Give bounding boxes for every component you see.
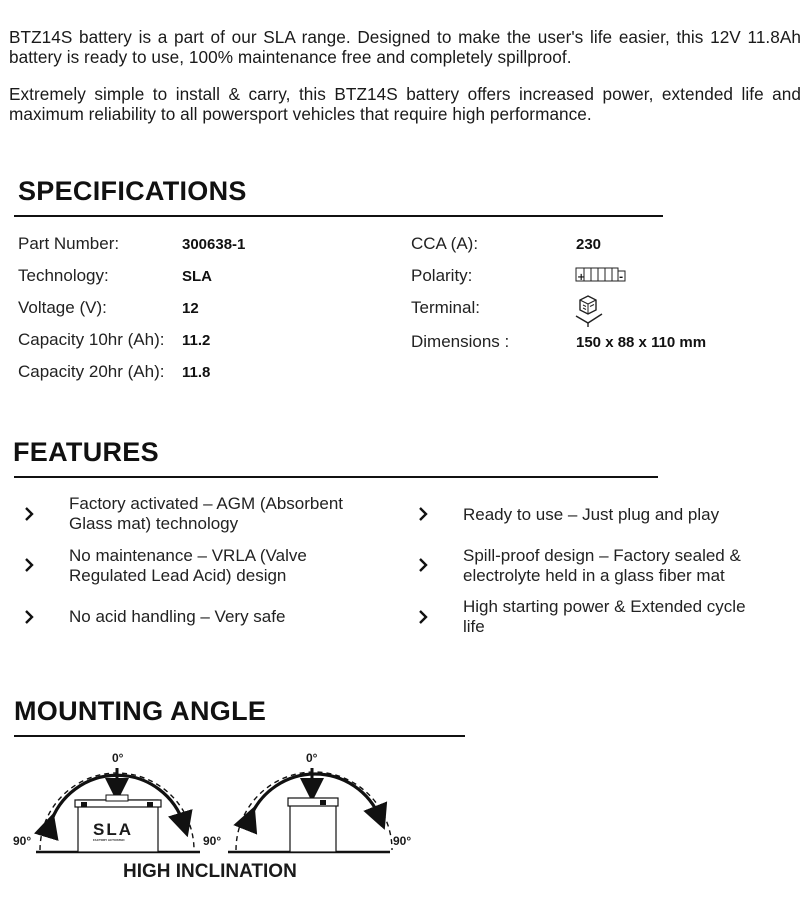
spec-value-part-number: 300638-1 — [182, 236, 246, 253]
chevron-right-icon — [418, 506, 428, 522]
spec-label-polarity: Polarity: — [411, 266, 473, 285]
angle-label-top-left: 0° — [112, 751, 124, 765]
svg-text:-: - — [619, 272, 624, 283]
polarity-diagram-icon — [575, 267, 627, 283]
angle-label-left: 90° — [13, 834, 32, 848]
intro-paragraph-1: BTZ14S battery is a part of our SLA range. Designed to make the user's life easier, this 12V 11.8Ah battery is ready to use, 100% maintenance free and completely spillproof. — [9, 27, 801, 67]
angle-label-right: 90° — [393, 834, 412, 848]
spec-label-terminal: Terminal: — [411, 298, 480, 317]
spec-value-voltage: 12 — [182, 300, 199, 317]
spec-value-technology: SLA — [182, 268, 212, 285]
spec-label-technology: Technology: — [18, 266, 109, 285]
spec-label-voltage: Voltage (V): — [18, 298, 107, 317]
mounting-caption: HIGH INCLINATION — [123, 861, 297, 882]
feature-item-spill-proof: Spill-proof design – Factory sealed & electrolyte held in a glass fiber mat — [463, 546, 741, 585]
feature-item-high-starting-power: High starting power & Extended cycle life — [463, 597, 746, 636]
spec-value-capacity-10hr: 11.2 — [182, 332, 211, 349]
chevron-right-icon — [418, 557, 428, 573]
spec-label-part-number: Part Number: — [18, 234, 120, 253]
features-title: FEATURES — [13, 437, 159, 467]
spec-value-capacity-20hr: 11.8 — [182, 364, 211, 381]
feature-item-no-maintenance: No maintenance – VRLA (Valve Regulated Lead Acid) design — [69, 546, 307, 585]
spec-value-dimensions: 150 x 88 x 110 mm — [576, 334, 707, 351]
feature-item-factory-activated: Factory activated – AGM (Absorbent Glass mat) technology — [69, 494, 344, 533]
intro-paragraph-2: Extremely simple to install & carry, this BTZ14S battery offers increased power, extended life and maximum reliability to all powersport vehicles that require high performance. — [9, 84, 801, 124]
spec-label-capacity-20hr: Capacity 20hr (Ah): — [18, 362, 165, 381]
chevron-right-icon — [24, 557, 34, 573]
angle-label-top-right: 0° — [306, 751, 318, 765]
mounting-diagram-right — [228, 768, 392, 852]
spec-label-capacity-10hr: Capacity 10hr (Ah): — [18, 330, 165, 349]
terminal-diagram-icon — [574, 294, 606, 328]
features-divider — [14, 476, 658, 478]
spec-label-dimensions: Dimensions : — [411, 332, 510, 351]
spec-label-cca: CCA (A): — [411, 234, 479, 253]
mounting-angle-divider — [14, 735, 465, 737]
mounting-angle-title: MOUNTING ANGLE — [14, 696, 267, 726]
chevron-right-icon — [418, 609, 428, 625]
specifications-divider — [14, 215, 663, 217]
battery-sublabel: FACTORY ACTIVATED — [93, 838, 125, 842]
feature-item-ready-to-use: Ready to use – Just plug and play — [463, 505, 720, 524]
feature-item-no-acid: No acid handling – Very safe — [69, 607, 286, 626]
specifications-title: SPECIFICATIONS — [18, 176, 247, 206]
chevron-right-icon — [24, 609, 34, 625]
angle-label-middle: 90° — [203, 834, 222, 848]
svg-text:+: + — [577, 272, 586, 283]
chevron-right-icon — [24, 506, 34, 522]
spec-value-cca: 230 — [576, 236, 602, 253]
battery-brand-label: SLA — [93, 820, 133, 839]
